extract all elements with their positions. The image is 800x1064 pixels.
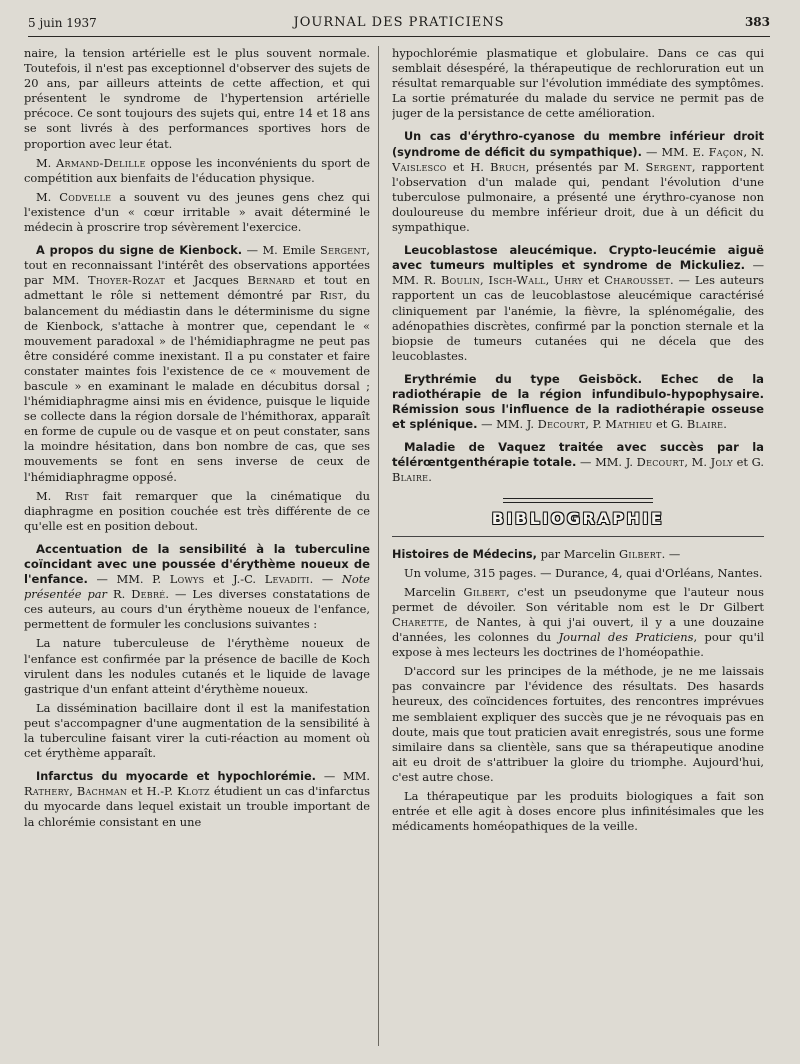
article-erythro-cyanose: Un cas d'érythro-cyanose du membre inférieur droit (syndrome de déficit du sympathique). — MM. E. Façon, N. Vaislesco et H. Bruch, présentés par M. Sergent, rapportent l'observation d'un malade qui, pendant l'évolution d'une tuberculose pulmonaire, a présenté une érythro-cyanose non douloureuse du membre inférieur droit, due à un déficit du sympathique.	[392, 130, 764, 235]
issue-date: 5 juin 1937	[28, 16, 97, 30]
right-column	[392, 46, 764, 1056]
paragraph: M. Codvelle a souvent vu des jeunes gens chez qui l'existence d'un « cœur irritable » avait déterminé le médecin à proscrire trop sévèrement l'exercice.	[24, 189, 370, 235]
article-title: Erythrémie du type Geisböck. Echec de la radiothérapie de la région infundibulo-hypophysaire. Rémission sous l'influence de la radiothérapie osseuse et splénique.	[392, 371, 764, 432]
page-header	[28, 12, 770, 37]
book-title: Histoires de Médecins,	[392, 547, 537, 561]
article-tuberculine: Accentuation de la sensibilité à la tuberculine coïncidant avec une poussée d'érythème noueux de l'enfance. — MM. P. Lowys et J.-C. Levaditi. — Note présentée par R. Debré. — Les diverses constatations de ces auteurs, au cours d'un érythème noueux de l'enfance, permettent de formuler les conclusions suivantes :	[24, 541, 370, 632]
paragraph: La dissémination bacillaire dont il est la manifestation peut s'accompagner d'une augmentation de la sensibilité à la tuberculine faisant virer la cuti-réaction au moment où cet érythème apparaît.	[24, 700, 370, 761]
paragraph: La thérapeutique par les produits biologiques a fait son entrée et elle agit à doses encore plus infinitésimales que les médicaments homéopathiques de la veille.	[392, 789, 764, 834]
article-title: Accentuation de la sensibilité à la tuberculine coïncidant avec une poussée d'érythème noueux de l'enfance.	[24, 541, 370, 587]
article-erythremie: Erythrémie du type Geisböck. Echec de la radiothérapie de la région infundibulo-hypophysaire. Rémission sous l'influence de la radiothérapie osseuse et splénique. — MM. J. Decourt, P. Mathieu et G. Blaire.	[392, 371, 764, 432]
article-infarctus: Infarctus du myocarde et hypochlorémie. — MM. Rathery, Bachman et H.-P. Klotz étudient un cas d'infarctus du myocarde dans lequel existait un trouble important de la chlorémie consistant en une	[24, 769, 370, 829]
page-number: 383	[744, 15, 770, 29]
paragraph: Marcelin Gilbert, c'est un pseudonyme que l'auteur nous permet de dévoiler. Son véritable nom est le Dr Gilbert Charette, de Nantes, à qui j'ai ouvert, il y a une douzaine d'années, les colonnes du Journal des Praticiens, pour qu'il expose à mes lecteurs les doctrines de l'homéopathie.	[392, 584, 764, 660]
journal-title: JOURNAL DES PRATICIENS	[293, 15, 505, 30]
article-vaquez: Maladie de Vaquez traitée avec succès par la télérœntgenthérapie totale. — MM. J. Decourt, M. Joly et G. Blaire.	[392, 440, 764, 485]
paragraph: M. Armand-Delille oppose les inconvénients du sport de compétition aux bienfaits de l'éducation physique.	[24, 155, 370, 185]
paragraph: La nature tuberculeuse de l'érythème noueux de l'enfance est confirmée par la présence de bacille de Koch virulent dans les nodules cutanés et le liquide de lavage gastrique d'un enfant atteint d'érythème noueux.	[24, 636, 370, 696]
article-title: Leucoblastose aleucémique. Crypto-leucémie aiguë avec tumeurs multiples et syndrome de Mickuliez.	[392, 243, 764, 273]
author-name: Codvelle	[59, 189, 112, 204]
book-entry: Histoires de Médecins, par Marcelin Gilbert. —	[392, 546, 681, 561]
column-divider	[378, 46, 379, 1046]
author-name: Armand-Delille	[56, 155, 146, 170]
paragraph: hypochlorémie plasmatique et globulaire. Dans ce cas qui semblait désespéré, la thérapeutique de rechloruration eut un résultat remarquable sur l'évolution immédiate des symptômes. La sortie prématurée du malade du service ne permit pas de juger de la persistance de cette amélioration.	[392, 46, 764, 121]
paragraph: D'accord sur les principes de la méthode, je ne me laissais pas convaincre par l'évidence des résultats. Des hasards heureux, des coïncidences fortuites, des rencontres imprévues me semblaient expliquer des succès que je ne révoquais pas en doute, mais que tout praticien avait enregistrés, sous une forme similaire dans sa clientèle, sans que sa thérapeutique anodine ait eu droit de s'attribuer la gloire du triomphe. Aujourd'hui, c'est autre chose.	[392, 664, 764, 784]
book-publication: Un volume, 315 pages. — Durance, 4, quai d'Orléans, Nantes.	[404, 565, 763, 580]
article-title: Un cas d'érythro-cyanose du membre inférieur droit (syndrome de déficit du sympathique).	[392, 130, 764, 159]
ornament-rule	[503, 498, 653, 503]
bibliography-heading: BIBLIOGRAPHIE	[491, 508, 665, 528]
article-title: A propos du signe de Kienbock.	[36, 244, 242, 258]
article-kienbock: A propos du signe de Kienbock. — M. Emile Sergent, tout en reconnaissant l'intérêt des observations apportées par MM. Thoyer-Rozat et Jacques Bernard et tout en admettant le rôle si nettement démontré par Rist, du balancement du médiastin dans le déterminisme du signe de Kienbock, s'attache à montrer que, cependant le « mouvement paradoxal » de l'hémidiaphragme ne peut pas être considéré comme inexistant. Il a pu constater et faire constater maintes fois l'existence de ce « mouvement de bascule » en examinant le malade en décubitus dorsal ; l'hémidiaphragme ainsi mis en évidence, puisque le liquide se collecte dans la région dorsale de l'hémithorax, apparaît en forme de cupule ou de vasque et on peut constater, sans la moindre hésitation, dans bon nombre de cas, que ses mouvements se font en sens inverse de ceux de l'hémidiaphragme opposé.	[24, 243, 370, 484]
bibliography-section-header	[392, 498, 764, 537]
article-title: Maladie de Vaquez traitée avec succès par la télérœntgenthérapie totale.	[392, 440, 764, 470]
article-leucoblastose: Leucoblastose aleucémique. Crypto-leucémie aiguë avec tumeurs multiples et syndrome de Mickuliez. — MM. R. Boulin, Isch-Wall, Uhry et Charousset. — Les auteurs rapportent un cas de leucoblastose aleucémique caractérisé cliniquement par l'anémie, la fièvre, la splénomégalie, des adénopathies discrètes, confirmé par la ponction sternale et la biopsie de tumeurs cutanées qui ne décela que des leucoblastes.	[392, 243, 764, 363]
paragraph: M. Rist fait remarquer que la cinématique du diaphragme en position couchée est très différente de ce qu'elle est en position debout.	[24, 488, 370, 533]
heading-underline	[392, 536, 764, 537]
left-column	[24, 46, 370, 1056]
article-title: Infarctus du myocarde et hypochlorémie.	[36, 770, 316, 784]
paragraph: naire, la tension artérielle est le plus souvent normale. Toutefois, il n'est pas exceptionnel d'observer des sujets de 20 ans, par ailleurs atteints de cette affection, et qui présentent le syndrome de l'hypertension artérielle précoce. Ce sont toujours des sujets qui, entre 14 et 18 ans se sont livrés à des performances sportives hors de proportion avec leur état.	[24, 46, 370, 151]
